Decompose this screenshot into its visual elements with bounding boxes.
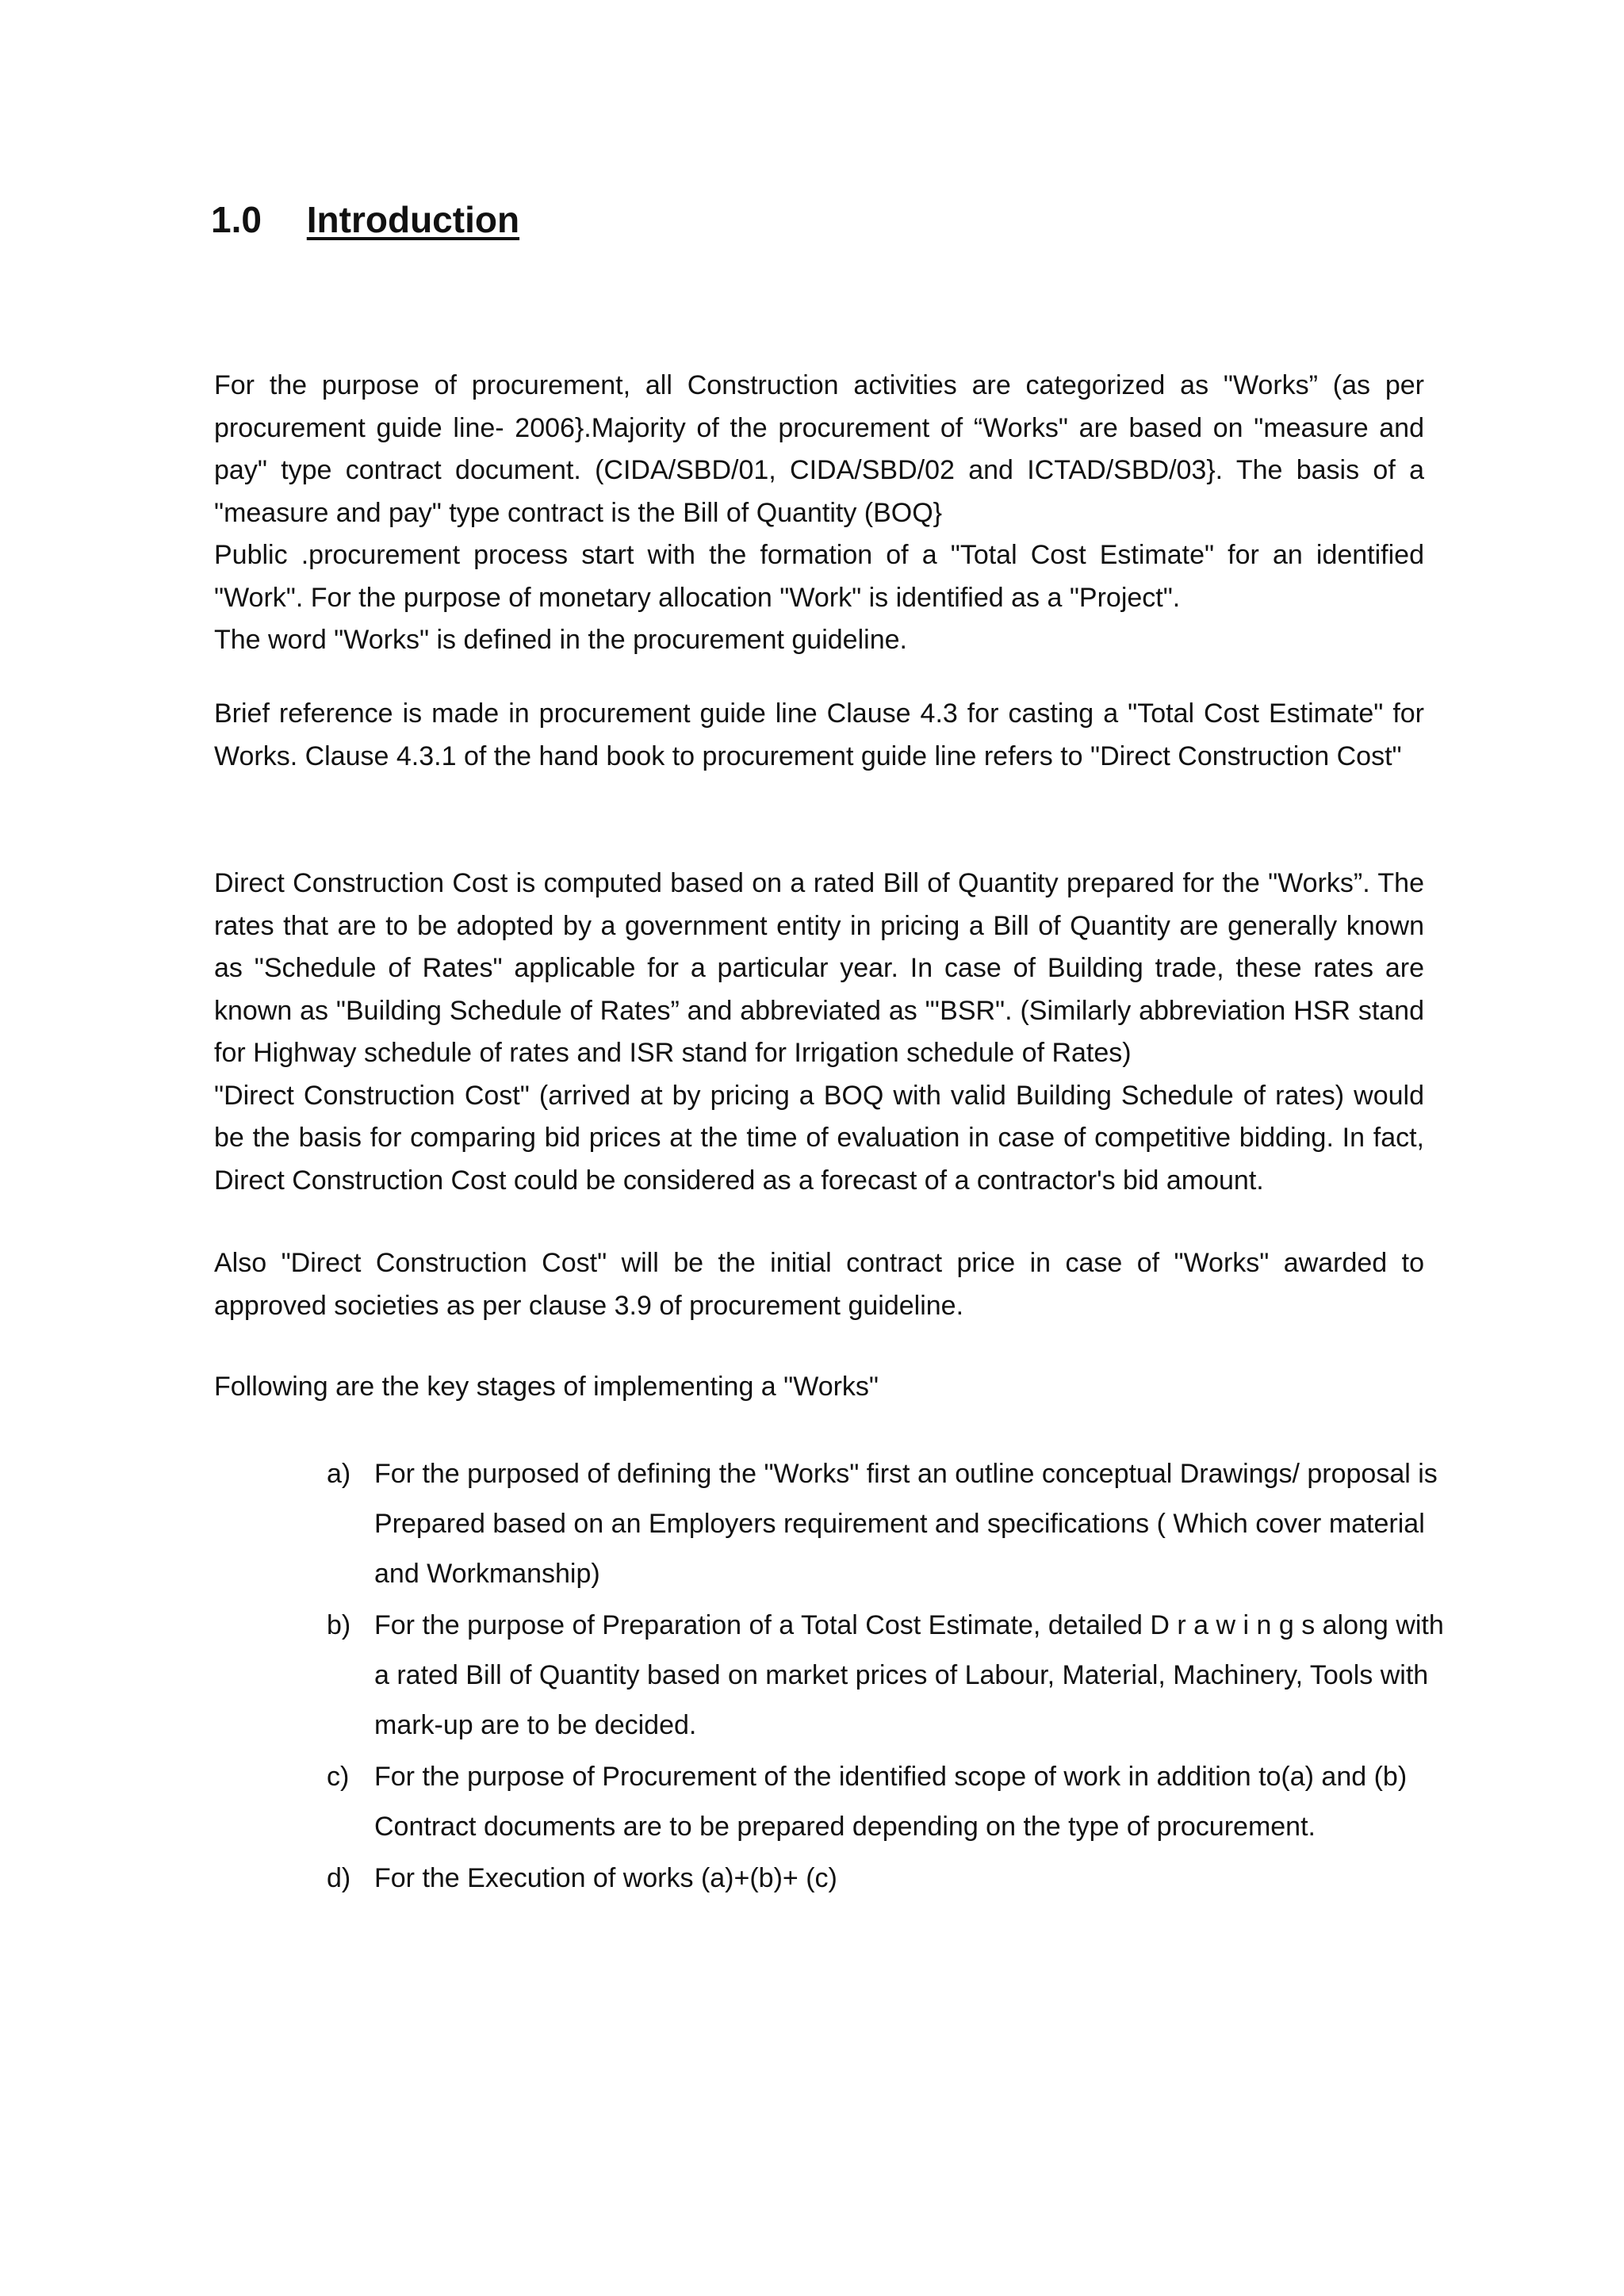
paragraph-public-procurement: Public .procurement process start with the formation of a "Total Cost Estimate" for an identified "Work". For the purpose of monetary allocation "Work" is identified as a "Project".: [214, 540, 1424, 613]
list-marker: c): [327, 1762, 350, 1792]
list-marker: a): [327, 1459, 351, 1489]
list-item-text: For the purpose of Preparation of a Total Cost Estimate, detailed D r a w i n g s along with a rated Bill of Quantity based on market prices of Labour, Material, Machinery, Tools with mark-up are to be decided.: [374, 1610, 1444, 1740]
list-marker: b): [327, 1610, 351, 1640]
intro-block: [214, 365, 1424, 662]
reference-block: [214, 693, 1424, 778]
list-item: [327, 1449, 1461, 1599]
list-item-text: For the purpose of Procurement of the identified scope of work in addition to(a) and (b) Contract documents are to be prepared depending on the type of procurement.: [374, 1762, 1408, 1842]
direct-cost-block: [214, 863, 1424, 1202]
list-item: [327, 1854, 1461, 1904]
section-number: 1.0: [211, 199, 262, 240]
paragraph-direct-construction-cost: Direct Construction Cost is computed based on a rated Bill of Quantity prepared for the "Works”. The rates that are to be adopted by a government entity in pricing a Bill of Quantity are generally known as "Schedule of Rates" applicable for a particular year. In case of Building trade, these rates are known as "Building Schedule of Rates” and abbreviated as "'BSR". (Similarly abbreviation HSR stand for Highway schedule of rates and ISR stand for Irrigation schedule of Rates): [214, 868, 1424, 1068]
list-marker: d): [327, 1863, 351, 1893]
paragraph-works-definition: The word "Works" is defined in the procurement guideline.: [214, 625, 907, 655]
list-item: [327, 1601, 1461, 1751]
societies-block: [214, 1242, 1424, 1327]
paragraph-approved-societies: Also "Direct Construction Cost" will be the initial contract price in case of "Works" awarded to approved societies as per clause 3.9 of procurement guideline.: [214, 1248, 1424, 1321]
key-stages-list: [327, 1449, 1461, 1905]
list-item: [327, 1752, 1461, 1852]
section-title: Introduction: [306, 199, 520, 240]
paragraph-bid-comparison: "Direct Construction Cost" (arrived at by pricing a BOQ with valid Building Schedule of rates) would be the basis for comparing bid prices at the time of evaluation in case of competitive bidding. In fact, Direct Construction Cost could be considered as a forecast of a contractor's bid amount.: [214, 1080, 1424, 1196]
paragraph-key-stages: Following are the key stages of implementing a "Works": [214, 1372, 879, 1402]
paragraph-procurement-categories: For the purpose of procurement, all Construction activities are categorized as "Works” (as per procurement guide line- 2006}.Majority of the procurement of “Works" are based on "measure and pay" type contract document. (CIDA/SBD/01, CIDA/SBD/02 and ICTAD/SBD/03}. The basis of a "measure and pay" type contract is the Bill of Quantity (BOQ}: [214, 370, 1424, 528]
stages-intro-block: [214, 1366, 1424, 1409]
paragraph-clause-reference: Brief reference is made in procurement guide line Clause 4.3 for casting a "Total Cost Estimate" for Works. Clause 4.3.1 of the hand book to procurement guide line refers to "Direct Construction Cost": [214, 698, 1424, 771]
list-item-text: For the Execution of works (a)+(b)+ (c): [374, 1863, 837, 1893]
section-heading: [211, 198, 519, 241]
list-item-text: For the purposed of defining the "Works" first an outline conceptual Drawings/ proposal is Prepared based on an Employers requirement and specifications ( Which cover material and Workmanship): [374, 1459, 1438, 1589]
